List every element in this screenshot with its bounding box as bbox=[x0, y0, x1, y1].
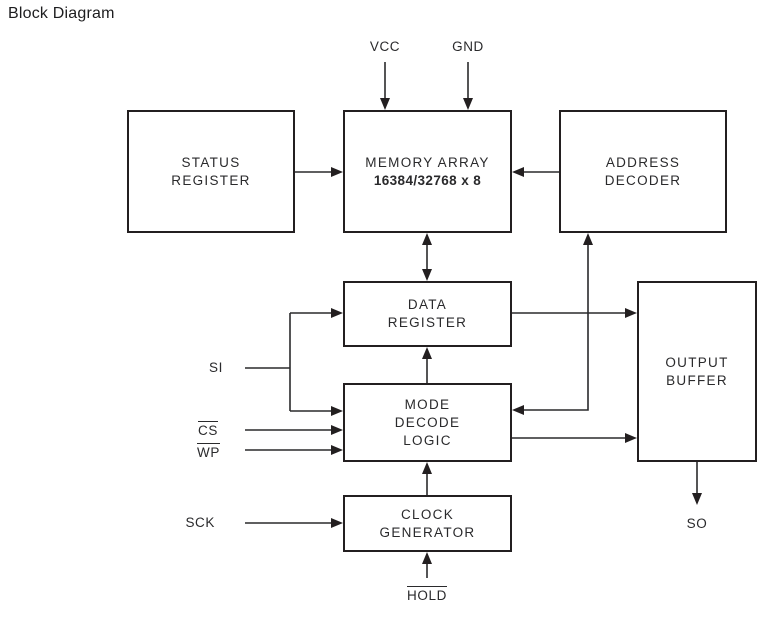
mode-decode-logic-label-line2: DECODE bbox=[394, 414, 461, 430]
address-decoder-block bbox=[559, 110, 727, 233]
arrowhead-si-to-data-register-icon bbox=[331, 308, 343, 318]
output-buffer-label-line2: BUFFER bbox=[666, 372, 728, 388]
clock-generator-label-line1: CLOCK bbox=[400, 506, 454, 522]
mode-decode-logic-block bbox=[343, 383, 512, 462]
arrowhead-hold-up-icon bbox=[422, 552, 432, 564]
output-buffer-block bbox=[637, 281, 757, 462]
sck-pin-label: SCK bbox=[185, 515, 215, 530]
arrowhead-gnd-down-icon bbox=[463, 98, 473, 110]
arrowhead-into-address-decoder-up-icon bbox=[583, 233, 593, 245]
arrowhead-into-mode-decode-left-icon bbox=[512, 405, 524, 415]
clock-generator-label-line2: GENERATOR bbox=[379, 524, 476, 540]
hold-pin-label bbox=[392, 586, 462, 604]
so-pin-label: SO bbox=[686, 516, 708, 531]
arrowhead-status-to-memory-icon bbox=[331, 167, 343, 177]
memory-array-block bbox=[343, 110, 512, 233]
arrowhead-sck-icon bbox=[331, 518, 343, 528]
line-mode-address-elbow bbox=[517, 238, 588, 410]
arrowhead-address-to-memory-icon bbox=[512, 167, 524, 177]
wp-pin-label-text: WP bbox=[197, 445, 220, 460]
arrowhead-into-data-register-down-icon bbox=[422, 269, 432, 281]
mode-decode-logic-label-line3: LOGIC bbox=[403, 432, 452, 448]
data-register-label-line2: REGISTER bbox=[387, 315, 468, 330]
mode-decode-logic-label-line1: MODE bbox=[404, 396, 451, 412]
wp-pin-label bbox=[178, 443, 220, 461]
arrowhead-data-to-output-icon bbox=[625, 308, 637, 318]
arrowhead-wp-icon bbox=[331, 445, 343, 455]
clock-generator-block bbox=[343, 495, 512, 552]
si-pin-label: SI bbox=[209, 360, 223, 375]
gnd-pin-label: GND bbox=[452, 39, 484, 54]
memory-array-label: MEMORY ARRAY bbox=[365, 154, 490, 170]
address-decoder-label-line2: DECODER bbox=[604, 172, 682, 188]
diagram-title: Block Diagram bbox=[8, 5, 115, 22]
arrowhead-cs-icon bbox=[331, 425, 343, 435]
address-decoder-label-line1: ADDRESS bbox=[605, 154, 681, 170]
output-buffer-label-line1: OUTPUT bbox=[665, 354, 729, 370]
arrowhead-so-down-icon bbox=[692, 493, 702, 505]
arrowhead-clock-to-mode-up-icon bbox=[422, 462, 432, 474]
vcc-pin-label: VCC bbox=[369, 39, 401, 54]
hold-pin-label-text: HOLD bbox=[407, 588, 447, 603]
status-register-block bbox=[127, 110, 295, 233]
data-register-label-line1: DATA bbox=[407, 297, 448, 312]
arrowhead-si-to-mode-decode-icon bbox=[331, 406, 343, 416]
arrowhead-vcc-down-icon bbox=[380, 98, 390, 110]
arrowhead-mode-to-data-up-icon bbox=[422, 347, 432, 359]
data-register-block bbox=[343, 281, 512, 347]
cs-pin-label bbox=[178, 421, 218, 439]
arrowhead-into-memory-up-icon bbox=[422, 233, 432, 245]
arrowhead-mode-to-output-icon bbox=[625, 433, 637, 443]
memory-array-size-label: 16384/32768 x 8 bbox=[373, 172, 482, 188]
status-register-label-line2: REGISTER bbox=[171, 172, 251, 188]
status-register-label-line1: STATUS bbox=[181, 154, 241, 170]
cs-pin-label-text: CS bbox=[198, 423, 218, 438]
